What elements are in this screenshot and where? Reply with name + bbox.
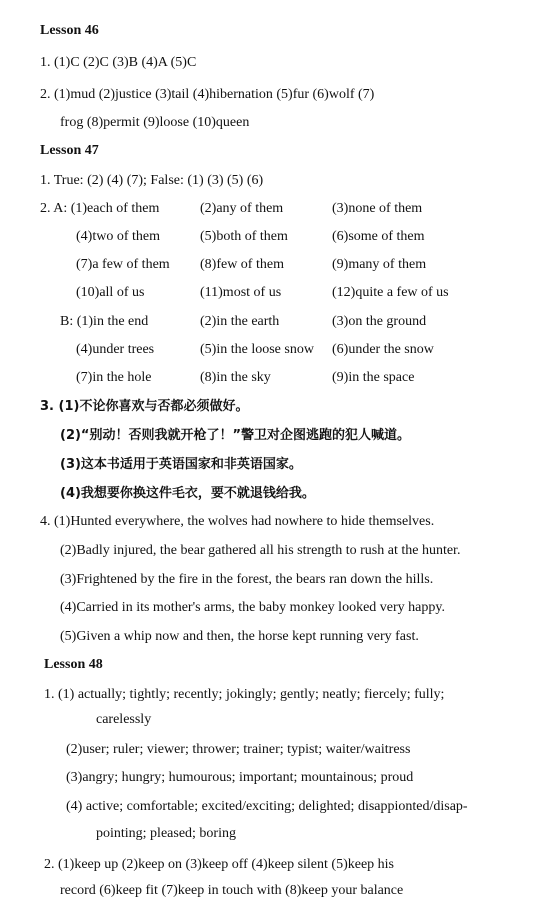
- l47-q3-line: 3. (1)不论你喜欢与否都必须做好。: [40, 399, 249, 414]
- l47-q2-b-cell: (7)in the hole: [76, 370, 152, 385]
- l47-q3-line: (3)这本书适用于英语国家和非英语国家。: [60, 457, 302, 472]
- l47-q2-a-cell: (3)none of them: [332, 201, 423, 216]
- lesson-48-title: Lesson 48: [44, 657, 103, 672]
- l48-q1-line: pointing; pleased; boring: [96, 826, 236, 841]
- l47-q2-b-cell: (2)in the earth: [200, 314, 280, 329]
- l47-q4-line: 4. (1)Hunted everywhere, the wolves had nowhere to hide themselves.: [40, 514, 435, 529]
- l47-q2-b-label: B: (1)in the end: [60, 314, 149, 329]
- l46-q1: 1. (1)C (2)C (3)B (4)A (5)C: [40, 55, 197, 70]
- l48-q1-line: (3)angry; hungry; humourous; important; mountainous; proud: [66, 770, 414, 785]
- l46-q2-line1: 2. (1)mud (2)justice (3)tail (4)hibernation (5)fur (6)wolf (7): [40, 87, 375, 102]
- lesson-46-title: Lesson 46: [40, 23, 99, 38]
- l47-q2-a-cell: (10)all of us: [76, 285, 145, 300]
- l48-q1-line: (2)user; ruler; viewer; thrower; trainer; typist; waiter/waitress: [66, 742, 411, 757]
- l48-q2-line: 2. (1)keep up (2)keep on (3)keep off (4)keep silent (5)keep his: [44, 857, 394, 872]
- l47-q3-line: (2)“别动！否则我就开枪了！”警卫对企图逃跑的犯人喊道。: [60, 428, 411, 443]
- l47-q2-b-cell: (3)on the ground: [332, 314, 427, 329]
- l47-q3-line: (4)我想要你换这件毛衣，要不就退钱给我。: [60, 486, 315, 501]
- l47-q2-a-cell: (2)any of them: [200, 201, 284, 216]
- l47-q2-b-cell: (8)in the sky: [200, 370, 271, 385]
- l47-q2-a-cell: (5)both of them: [200, 229, 288, 244]
- l47-q2-a-cell: (12)quite a few of us: [332, 285, 449, 300]
- lesson-47-title: Lesson 47: [40, 143, 99, 158]
- l47-q2-b-cell: (5)in the loose snow: [200, 342, 314, 357]
- l48-q1-line: 1. (1) actually; tightly; recently; jokingly; gently; neatly; fiercely; fully;: [44, 687, 445, 702]
- l47-q2-a-cell: (9)many of them: [332, 257, 427, 272]
- l47-q2-a-cell: (4)two of them: [76, 229, 160, 244]
- l47-q2-a-cell: (6)some of them: [332, 229, 425, 244]
- l47-q2-a-cell: (7)a few of them: [76, 257, 170, 272]
- l47-q2-a-label: 2. A: (1)each of them: [40, 201, 160, 216]
- l47-q2-b-cell: (4)under trees: [76, 342, 155, 357]
- l47-q4-line: (2)Badly injured, the bear gathered all his strength to rush at the hunter.: [60, 543, 461, 558]
- l46-q2-line2: frog (8)permit (9)loose (10)queen: [60, 115, 250, 130]
- l48-q2-line: record (6)keep fit (7)keep in touch with (8)keep your balance: [60, 883, 404, 898]
- l47-q4-line: (4)Carried in its mother's arms, the baby monkey looked very happy.: [60, 600, 445, 615]
- l47-q2-b-cell: (6)under the snow: [332, 342, 434, 357]
- l47-q2-b-cell: (9)in the space: [332, 370, 415, 385]
- l47-q1: 1. True: (2) (4) (7); False: (1) (3) (5) (6): [40, 173, 264, 188]
- l47-q2-a-cell: (11)most of us: [200, 285, 282, 300]
- l47-q2-a-cell: (8)few of them: [200, 257, 284, 272]
- l48-q1-line: (4) active; comfortable; excited/exciting; delighted; disappionted/disap-: [66, 799, 468, 814]
- l47-q4-line: (5)Given a whip now and then, the horse kept running very fast.: [60, 629, 419, 644]
- l48-q1-line: carelessly: [96, 712, 152, 727]
- l47-q4-line: (3)Frightened by the fire in the forest, the bears ran down the hills.: [60, 572, 434, 587]
